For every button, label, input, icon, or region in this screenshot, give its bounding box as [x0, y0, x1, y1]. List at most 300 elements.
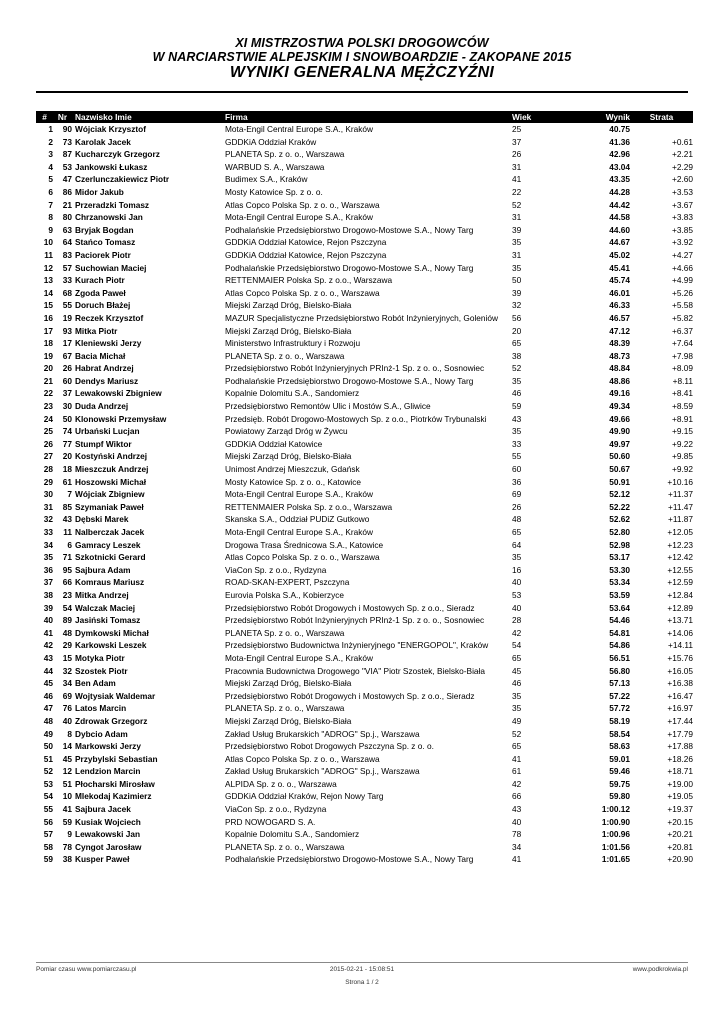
time-loss-cell: +2.60	[672, 174, 693, 185]
rank-cell: 55	[43, 804, 53, 815]
table-row	[36, 639, 693, 652]
table-row	[36, 690, 693, 703]
time-loss-cell: +2.21	[672, 149, 693, 160]
rank-cell: 1	[48, 124, 53, 134]
competitor-name-cell: Kusiak Wojciech	[75, 816, 141, 827]
col-rank-header: #	[36, 111, 53, 123]
company-cell: Miejski Zarząd Dróg, Bielsko-Biała	[225, 715, 352, 726]
rank-cell: 48	[43, 715, 53, 726]
company-cell: ALPIDA Sp. z o. o., Warszawa	[225, 778, 337, 789]
company-cell: Miejski Zarząd Dróg, Bielsko-Biała	[225, 300, 352, 311]
col-loss-header: Strata	[630, 111, 693, 123]
rank-cell: 19	[43, 350, 53, 361]
table-header-row	[36, 111, 693, 123]
company-cell: Powiatowy Zarząd Dróg w Żywcu	[225, 426, 348, 437]
rank-cell: 42	[43, 640, 53, 651]
rank-cell: 59	[43, 854, 53, 865]
competitor-name-cell: Dymkowski Michał	[75, 627, 149, 638]
rank-cell: 14	[43, 287, 53, 298]
age-cell: 43	[512, 804, 522, 815]
age-cell: 66	[512, 791, 522, 802]
result-time-cell: 45.41	[609, 262, 630, 273]
company-cell: Przedsięb. Robót Drogowo-Mostowych Sp. z o.o., Piotrków Trybunalski	[225, 413, 487, 424]
competitor-name-cell: Motyka Piotr	[75, 652, 125, 663]
rank-cell: 40	[43, 615, 53, 626]
bib-number-cell: 57	[62, 262, 72, 273]
rank-cell: 16	[43, 312, 53, 323]
age-cell: 35	[512, 426, 522, 437]
table-row	[36, 199, 693, 212]
result-time-cell: 50.91	[609, 476, 630, 487]
bib-number-cell: 83	[62, 249, 72, 260]
age-cell: 55	[512, 451, 522, 462]
table-row	[36, 312, 693, 325]
rank-cell: 3	[48, 149, 53, 160]
time-loss-cell: +9.92	[672, 464, 693, 475]
age-cell: 64	[512, 539, 522, 550]
result-time-cell: 49.34	[609, 401, 630, 412]
bib-number-cell: 73	[62, 136, 72, 147]
competitor-name-cell: Przybylski Sebastian	[75, 753, 158, 764]
result-time-cell: 42.96	[609, 149, 630, 160]
company-cell: Przedsiębiorstwo Robót Inżynieryjnych PRInż-1 Sp. z o. o., Sosnowiec	[225, 363, 485, 374]
company-cell: PLANETA Sp. z o. o., Warszawa	[225, 627, 345, 638]
time-loss-cell: +9.85	[672, 451, 693, 462]
bib-number-cell: 50	[62, 413, 72, 424]
rank-cell: 30	[43, 489, 53, 500]
competitor-name-cell: Gamracy Leszek	[75, 539, 141, 550]
bib-number-cell: 61	[62, 476, 72, 487]
rank-cell: 39	[43, 602, 53, 613]
company-cell: Podhalańskie Przedsiębiorstwo Drogowo-Mostowe S.A., Nowy Targ	[225, 854, 474, 865]
result-time-cell: 52.12	[609, 489, 630, 500]
company-cell: Mosty Katowice Sp. z o. o.	[225, 186, 323, 197]
age-cell: 35	[512, 703, 522, 714]
age-cell: 38	[512, 350, 522, 361]
age-cell: 46	[512, 678, 522, 689]
time-loss-cell: +16.97	[667, 703, 693, 714]
bib-number-cell: 80	[62, 212, 72, 223]
result-time-cell: 46.33	[609, 300, 630, 311]
time-loss-cell: +3.83	[672, 212, 693, 223]
bib-number-cell: 23	[62, 589, 72, 600]
time-loss-cell: +14.06	[667, 627, 693, 638]
result-time-cell: 1:00.12	[601, 804, 630, 815]
result-time-cell: 45.02	[609, 249, 630, 260]
company-cell: Atlas Copco Polska Sp. z o. o., Warszawa	[225, 287, 380, 298]
time-loss-cell: +12.89	[667, 602, 693, 613]
age-cell: 50	[512, 275, 522, 286]
table-row	[36, 728, 693, 741]
result-time-cell: 57.72	[609, 703, 630, 714]
age-cell: 56	[512, 312, 522, 323]
company-cell: Przedsiębiorstwo Budownictwa Inżynieryjnego "ENERGOPOL", Kraków	[225, 640, 489, 651]
rank-cell: 44	[43, 665, 53, 676]
table-row	[36, 677, 693, 690]
bib-number-cell: 18	[62, 464, 72, 475]
result-time-cell: 48.39	[609, 338, 630, 349]
time-loss-cell: +12.55	[667, 564, 693, 575]
result-time-cell: 50.67	[609, 464, 630, 475]
rank-cell: 38	[43, 589, 53, 600]
company-cell: Przedsiębiorstwo Robót Drogowych i Mostowych Sp. z o.o., Sieradz	[225, 602, 475, 613]
competitor-name-cell: Dendys Mariusz	[75, 375, 139, 386]
result-time-cell: 44.60	[609, 224, 630, 235]
bib-number-cell: 90	[62, 124, 72, 134]
company-cell: GDDKiA Oddział Katowice, Rejon Pszczyna	[225, 249, 387, 260]
company-cell: Mota-Engil Central Europe S.A., Kraków	[225, 489, 374, 500]
table-row	[36, 450, 693, 463]
bib-number-cell: 40	[62, 715, 72, 726]
competitor-name-cell: Markowski Jerzy	[75, 741, 141, 752]
table-row	[36, 325, 693, 338]
result-time-cell: 54.46	[609, 615, 630, 626]
competitor-name-cell: Szkotnicki Gerard	[75, 552, 146, 563]
bib-number-cell: 67	[62, 350, 72, 361]
age-cell: 20	[512, 325, 522, 336]
bib-number-cell: 30	[62, 401, 72, 412]
rank-cell: 36	[43, 564, 53, 575]
time-loss-cell: +12.59	[667, 577, 693, 588]
age-cell: 65	[512, 338, 522, 349]
competitor-name-cell: Habrat Andrzej	[75, 363, 134, 374]
result-time-cell: 49.16	[609, 388, 630, 399]
table-row	[36, 249, 693, 262]
age-cell: 60	[512, 464, 522, 475]
age-cell: 42	[512, 778, 522, 789]
bib-number-cell: 89	[62, 615, 72, 626]
time-loss-cell: +16.47	[667, 690, 693, 701]
rank-cell: 23	[43, 401, 53, 412]
col-age-header: Wiek	[511, 111, 574, 123]
age-cell: 34	[512, 841, 522, 852]
age-cell: 35	[512, 237, 522, 248]
competitor-name-cell: Wójciak Zbigniew	[75, 489, 145, 500]
time-loss-cell: +0.61	[672, 136, 693, 147]
competitor-name-cell: Wójciak Krzysztof	[75, 124, 146, 134]
bib-number-cell: 54	[62, 602, 72, 613]
age-cell: 37	[512, 136, 522, 147]
competitor-name-cell: Stumpf Wiktor	[75, 438, 132, 449]
result-time-cell: 49.66	[609, 413, 630, 424]
age-cell: 61	[512, 766, 522, 777]
bib-number-cell: 71	[62, 552, 72, 563]
result-time-cell: 47.12	[609, 325, 630, 336]
table-row	[36, 841, 693, 854]
col-result-header: Wynik	[574, 111, 630, 123]
rank-cell: 41	[43, 627, 53, 638]
time-loss-cell: +4.99	[672, 275, 693, 286]
company-cell: Zakład Usług Brukarskich "ADROG" Sp.j., Warszawa	[225, 766, 420, 777]
table-row	[36, 526, 693, 539]
result-time-cell: 49.97	[609, 438, 630, 449]
competitor-name-cell: Latos Marcin	[75, 703, 127, 714]
bib-number-cell: 9	[67, 829, 72, 840]
table-row	[36, 476, 693, 489]
age-cell: 35	[512, 690, 522, 701]
document-header	[0, 36, 724, 82]
age-cell: 26	[512, 501, 522, 512]
rank-cell: 26	[43, 438, 53, 449]
rank-cell: 28	[43, 464, 53, 475]
company-cell: Kopalnie Dolomitu S.A., Sandomierz	[225, 829, 360, 840]
rank-cell: 53	[43, 778, 53, 789]
competitor-name-cell: Płocharski Mirosław	[75, 778, 155, 789]
age-cell: 35	[512, 375, 522, 386]
competitor-name-cell: Kleniewski Jerzy	[75, 338, 142, 349]
time-loss-cell: +13.71	[667, 615, 693, 626]
bib-number-cell: 17	[62, 338, 72, 349]
competitor-name-cell: Chrzanowski Jan	[75, 212, 143, 223]
header-divider	[36, 91, 688, 93]
time-loss-cell: +8.09	[672, 363, 693, 374]
time-loss-cell: +12.42	[667, 552, 693, 563]
bib-number-cell: 85	[62, 501, 72, 512]
age-cell: 41	[512, 174, 522, 185]
time-loss-cell: +2.29	[672, 161, 693, 172]
table-row	[36, 438, 693, 451]
table-row	[36, 173, 693, 186]
competitor-name-cell: Bacia Michał	[75, 350, 126, 361]
competitor-name-cell: Hoszowski Michał	[75, 476, 147, 487]
time-loss-cell: +8.41	[672, 388, 693, 399]
bib-number-cell: 20	[62, 451, 72, 462]
table-row	[36, 186, 693, 199]
age-cell: 41	[512, 854, 522, 865]
bib-number-cell: 86	[62, 186, 72, 197]
result-time-cell: 43.35	[609, 174, 630, 185]
age-cell: 33	[512, 438, 522, 449]
rank-cell: 51	[43, 753, 53, 764]
age-cell: 52	[512, 363, 522, 374]
competitor-name-cell: Przeradzki Tomasz	[75, 199, 150, 210]
age-cell: 65	[512, 527, 522, 537]
table-row	[36, 652, 693, 665]
bib-number-cell: 59	[62, 816, 72, 827]
time-loss-cell: +3.85	[672, 224, 693, 235]
company-cell: GDDKiA Oddział Katowice	[225, 438, 323, 449]
bib-number-cell: 37	[62, 388, 72, 399]
company-cell: Podhalańskie Przedsiębiorstwo Drogowo-Mostowe S.A., Nowy Targ	[225, 224, 474, 235]
competitor-name-cell: Lewakowski Jan	[75, 829, 141, 840]
table-row	[36, 350, 693, 363]
time-loss-cell: +20.21	[667, 829, 693, 840]
age-cell: 54	[512, 640, 522, 651]
table-row	[36, 564, 693, 577]
bib-number-cell: 48	[62, 627, 72, 638]
age-cell: 46	[512, 388, 522, 399]
result-time-cell: 52.98	[609, 539, 630, 550]
result-time-cell: 56.80	[609, 665, 630, 676]
age-cell: 42	[512, 627, 522, 638]
competitor-name-cell: Komraus Mariusz	[75, 577, 145, 588]
age-cell: 40	[512, 816, 522, 827]
competitor-name-cell: Cyngot Jarosław	[75, 841, 142, 852]
result-time-cell: 44.67	[609, 237, 630, 248]
company-cell: Zakład Usług Brukarskich "ADROG" Sp.j., Warszawa	[225, 728, 420, 739]
company-cell: PLANETA Sp. z o. o., Warszawa	[225, 841, 345, 852]
table-row	[36, 765, 693, 778]
competitor-name-cell: Ben Adam	[75, 678, 116, 689]
rank-cell: 6	[48, 186, 53, 197]
company-cell: Atlas Copco Polska Sp. z o. o., Warszawa	[225, 552, 380, 563]
company-cell: PLANETA Sp. z o. o., Warszawa	[225, 149, 345, 160]
time-loss-cell: +12.23	[667, 539, 693, 550]
time-loss-cell: +4.27	[672, 249, 693, 260]
result-time-cell: 48.73	[609, 350, 630, 361]
table-row	[36, 236, 693, 249]
age-cell: 65	[512, 652, 522, 663]
table-row	[36, 463, 693, 476]
age-cell: 48	[512, 514, 522, 525]
rank-cell: 35	[43, 552, 53, 563]
table-row	[36, 299, 693, 312]
time-loss-cell: +7.64	[672, 338, 693, 349]
rank-cell: 12	[43, 262, 53, 273]
company-cell: Drogowa Trasa Średnicowa S.A., Katowice	[225, 539, 384, 550]
competitor-name-cell: Mlekodaj Kazimierz	[75, 791, 152, 802]
result-time-cell: 59.75	[609, 778, 630, 789]
competitor-name-cell: Dębski Marek	[75, 514, 129, 525]
table-row	[36, 665, 693, 678]
company-cell: Eurovia Polska S.A., Kobierzyce	[225, 589, 344, 600]
bib-number-cell: 93	[62, 325, 72, 336]
company-cell: Kopalnie Dolomitu S.A., Sandomierz	[225, 388, 360, 399]
result-time-cell: 52.62	[609, 514, 630, 525]
rank-cell: 17	[43, 325, 53, 336]
time-loss-cell: +4.66	[672, 262, 693, 273]
bib-number-cell: 7	[67, 489, 72, 500]
competitor-name-cell: Lendzion Marcin	[75, 766, 141, 777]
time-loss-cell: +9.22	[672, 438, 693, 449]
age-cell: 32	[512, 300, 522, 311]
footer-website: www.podkrokwia.pl	[632, 966, 688, 973]
competitor-name-cell: Kucharczyk Grzegorz	[75, 149, 160, 160]
rank-cell: 45	[43, 678, 53, 689]
footer-timestamp: 2015-02-21 - 15:08:51	[329, 966, 395, 973]
results-table	[36, 111, 693, 866]
bib-number-cell: 55	[62, 300, 72, 311]
rank-cell: 58	[43, 841, 53, 852]
age-cell: 49	[512, 715, 522, 726]
bib-number-cell: 74	[62, 426, 72, 437]
table-row	[36, 627, 693, 640]
bib-number-cell: 95	[62, 564, 72, 575]
bib-number-cell: 21	[62, 199, 72, 210]
rank-cell: 54	[43, 791, 53, 802]
rank-cell: 46	[43, 690, 53, 701]
rank-cell: 47	[43, 703, 53, 714]
age-cell: 16	[512, 564, 522, 575]
col-firm-header: Firma	[225, 111, 511, 123]
time-loss-cell: +20.15	[667, 816, 693, 827]
result-time-cell: 52.80	[609, 527, 630, 537]
company-cell: MAZUR Specjalistyczne Przedsiębiorstwo Robót Inżynieryjnych, Goleniów	[225, 312, 498, 323]
time-loss-cell: +14.11	[668, 640, 693, 651]
table-row	[36, 513, 693, 526]
table-row	[36, 211, 693, 224]
age-cell: 69	[512, 489, 522, 500]
rank-cell: 24	[43, 413, 53, 424]
time-loss-cell: +11.47	[668, 501, 693, 512]
time-loss-cell: +7.98	[672, 350, 693, 361]
bib-number-cell: 15	[62, 652, 72, 663]
company-cell: Przedsiębiorstwo Robót Inżynieryjnych PRInż-1 Sp. z o. o., Sosnowiec	[225, 615, 485, 626]
time-loss-cell: +12.05	[667, 527, 693, 537]
table-row	[36, 589, 693, 602]
table-row	[36, 274, 693, 287]
bib-number-cell: 10	[62, 791, 72, 802]
table-row	[36, 803, 693, 816]
bib-number-cell: 51	[62, 778, 72, 789]
bib-number-cell: 12	[62, 766, 72, 777]
result-time-cell: 53.59	[609, 589, 630, 600]
result-time-cell: 40.75	[609, 124, 630, 134]
age-cell: 45	[512, 665, 522, 676]
rank-cell: 4	[48, 161, 53, 172]
company-cell: Budimex S.A., Kraków	[225, 174, 308, 185]
company-cell: Przedsiębiorstwo Robót Drogowych i Mostowych Sp. z o.o., Sieradz	[225, 690, 475, 701]
company-cell: PLANETA Sp. z o. o., Warszawa	[225, 703, 345, 714]
competitor-name-cell: Doruch Błażej	[75, 300, 131, 311]
rank-cell: 11	[44, 249, 53, 260]
rank-cell: 31	[43, 501, 53, 512]
time-loss-cell: +16.05	[667, 665, 693, 676]
company-cell: Podhalańskie Przedsiębiorstwo Drogowo-Mostowe S.A., Nowy Targ	[225, 375, 474, 386]
company-cell: Pracownia Budownictwa Drogowego "VIA" Piotr Szostek, Bielsko-Biała	[225, 665, 485, 676]
company-cell: Unimost Andrzej Mieszczuk, Gdańsk	[225, 464, 360, 475]
company-cell: Przedsiębiorstwo Robot Drogowych Pszczyna Sp. z o. o.	[225, 741, 434, 752]
competitor-name-cell: Zgoda Paweł	[75, 287, 126, 298]
competitor-name-cell: Stańco Tomasz	[75, 237, 136, 248]
bib-number-cell: 41	[62, 804, 72, 815]
bib-number-cell: 45	[62, 753, 72, 764]
company-cell: ViaCon Sp. z o.o., Rydzyna	[225, 804, 327, 815]
table-row	[36, 224, 693, 237]
rank-cell: 13	[43, 275, 53, 286]
table-row	[36, 387, 693, 400]
result-time-cell: 59.80	[609, 791, 630, 802]
result-time-cell: 1:00.96	[601, 829, 630, 840]
footer-divider	[36, 962, 688, 963]
rank-cell: 34	[43, 539, 53, 550]
competitor-name-cell: Szymaniak Paweł	[75, 501, 144, 512]
rank-cell: 9	[48, 224, 53, 235]
footer-timing-credit: Pomiar czasu www.pomiarczasu.pl	[36, 966, 137, 973]
table-row	[36, 400, 693, 413]
bib-number-cell: 26	[62, 363, 72, 374]
competitor-name-cell: Sajbura Jacek	[75, 804, 131, 815]
time-loss-cell: +10.16	[667, 476, 693, 487]
result-time-cell: 58.63	[609, 741, 630, 752]
bib-number-cell: 38	[62, 854, 72, 865]
result-time-cell: 53.64	[609, 602, 630, 613]
time-loss-cell: +20.81	[667, 841, 693, 852]
result-time-cell: 59.01	[609, 753, 630, 764]
rank-cell: 5	[48, 174, 53, 185]
competitor-name-cell: Sajbura Adam	[75, 564, 131, 575]
age-cell: 22	[512, 186, 522, 197]
time-loss-cell: +19.05	[667, 791, 693, 802]
rank-cell: 21	[43, 375, 53, 386]
competitor-name-cell: Mitka Piotr	[75, 325, 118, 336]
competitor-name-cell: Paciorek Piotr	[75, 249, 131, 260]
competitor-name-cell: Kostyński Andrzej	[75, 451, 148, 462]
result-time-cell: 56.51	[609, 652, 630, 663]
table-row	[36, 816, 693, 829]
competitor-name-cell: Karkowski Leszek	[75, 640, 147, 651]
table-row	[36, 790, 693, 803]
